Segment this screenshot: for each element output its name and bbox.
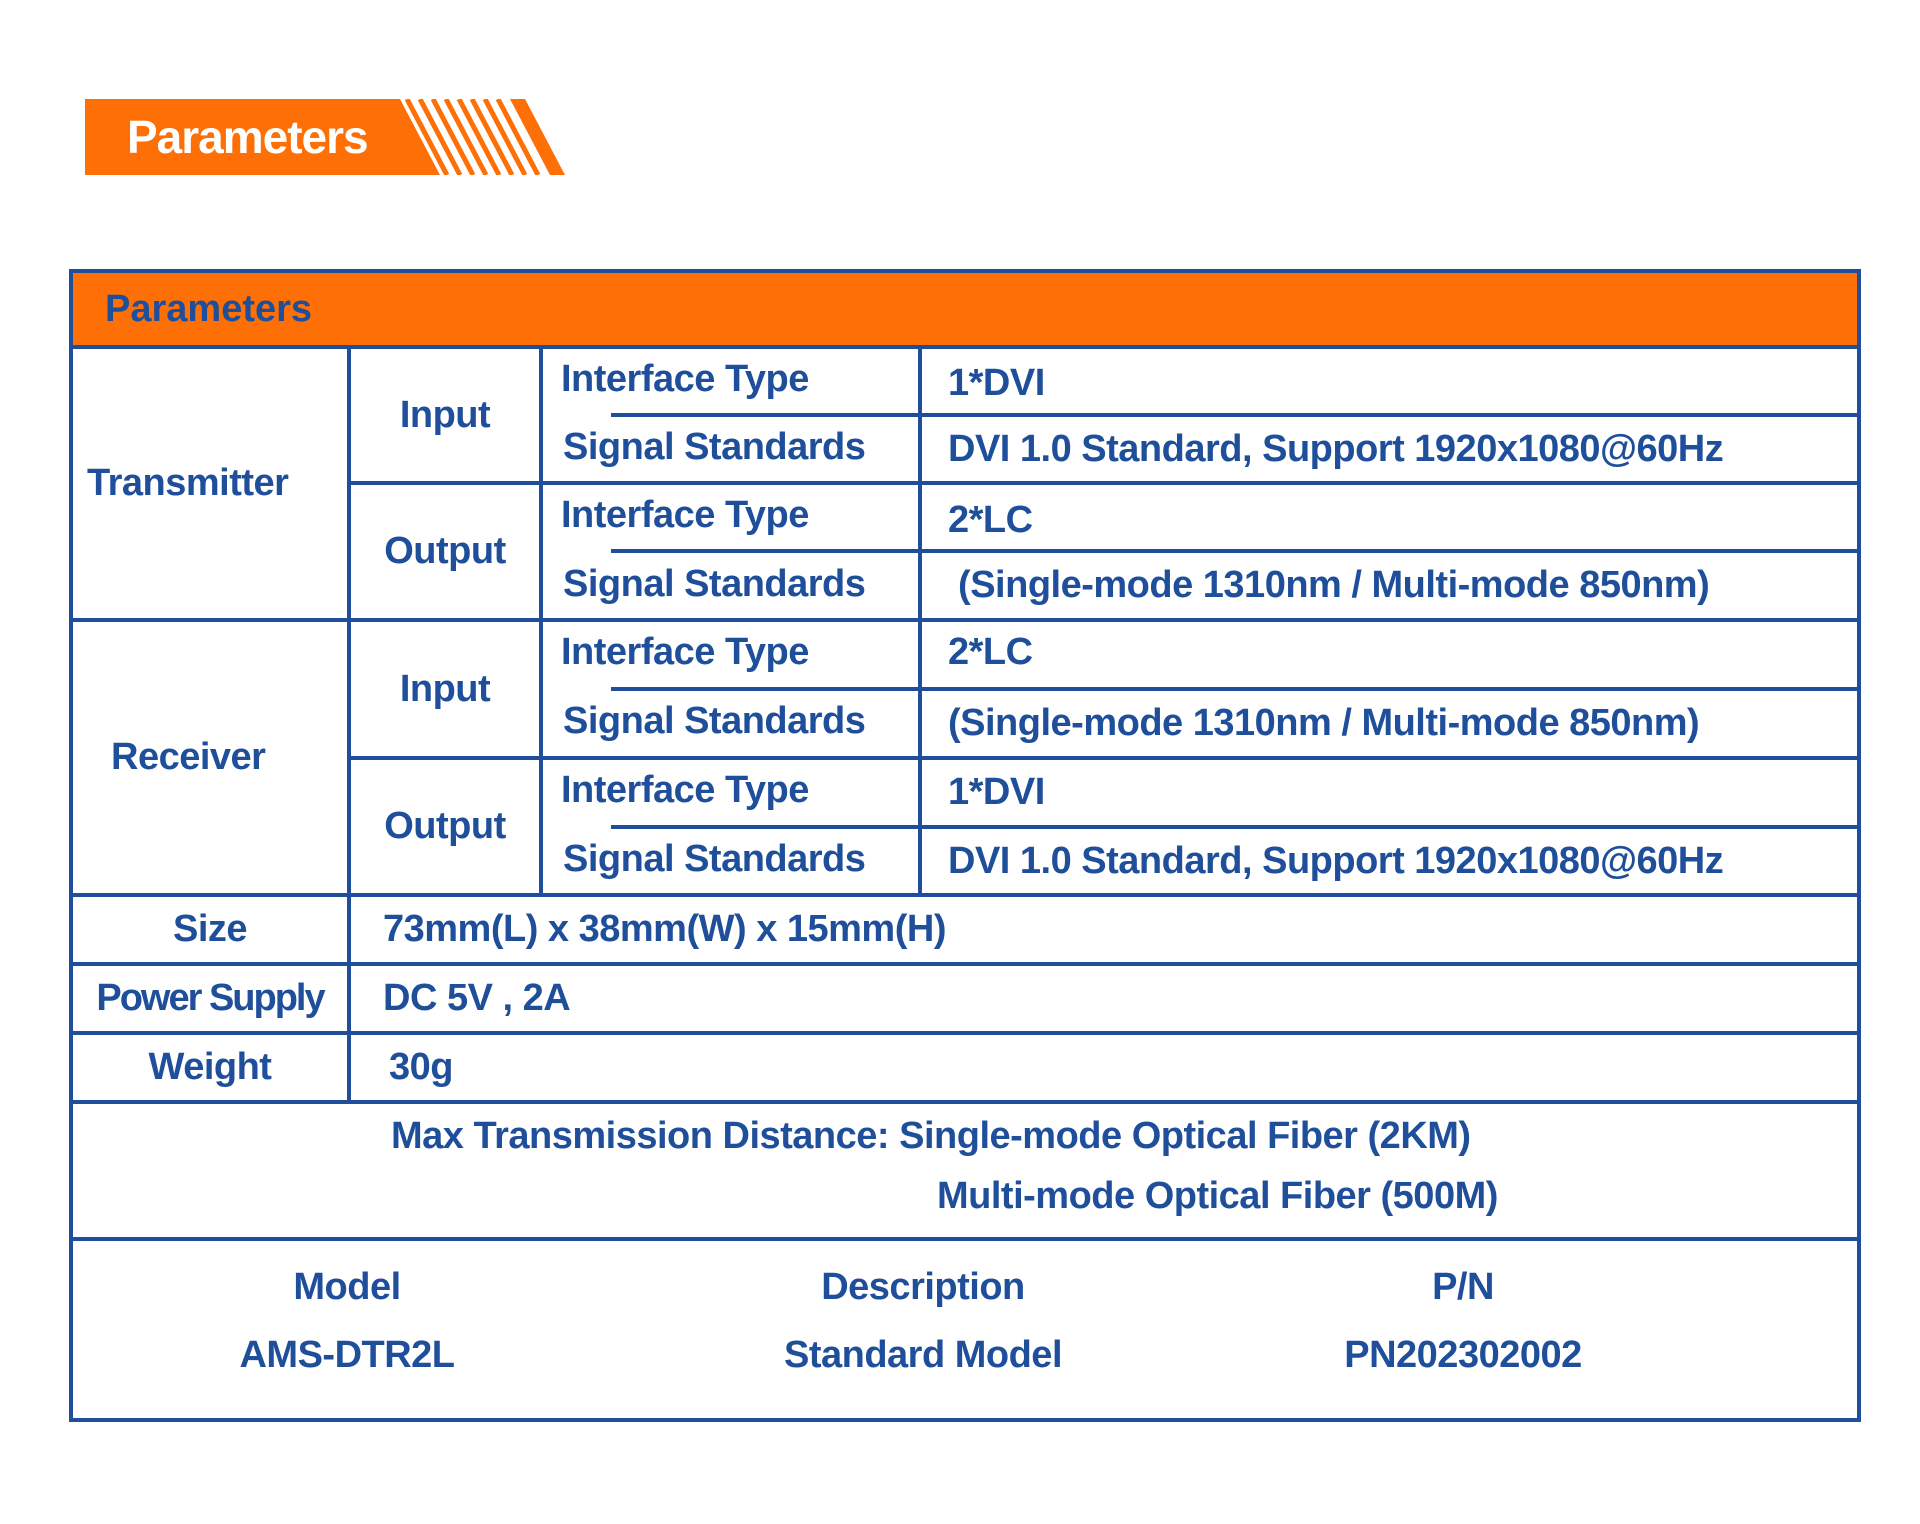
distance-line-1: Max Transmission Distance: Single-mode Optical Fiber (2KM) xyxy=(391,1114,1471,1157)
section-banner xyxy=(85,99,565,175)
power-supply-label: Power Supply xyxy=(96,977,324,1019)
receiver-input-label: Input xyxy=(399,667,491,710)
receiver-input-interface-value: 2*LC xyxy=(948,631,1033,673)
receiver-input-signal-label: Signal Standards xyxy=(563,700,866,742)
receiver-input-signal-value: (Single-mode 1310nm / Multi-mode 850nm) xyxy=(948,702,1700,744)
distance-line-2: Multi-mode Optical Fiber (500M) xyxy=(937,1174,1498,1217)
transmitter-output-label: Output xyxy=(384,530,506,572)
banner-title: Parameters xyxy=(127,111,368,163)
receiver-output-interface-value: 1*DVI xyxy=(948,771,1045,813)
receiver-output-interface-label: Interface Type xyxy=(561,769,809,811)
receiver-input-interface-label: Interface Type xyxy=(561,631,809,673)
transmitter-input-signal-value: DVI 1.0 Standard, Support 1920x1080@60Hz xyxy=(948,427,1724,470)
receiver-output-label: Output xyxy=(384,805,506,847)
model-header: Model xyxy=(293,1265,401,1308)
model-value: AMS-DTR2L xyxy=(239,1333,455,1376)
transmitter-input-interface-label: Interface Type xyxy=(561,357,809,400)
description-value: Standard Model xyxy=(783,1333,1063,1376)
pn-header: P/N xyxy=(1432,1265,1494,1308)
weight-value: 30g xyxy=(389,1046,453,1088)
transmitter-output-interface-label: Interface Type xyxy=(561,493,809,536)
receiver-label: Receiver xyxy=(111,736,266,778)
table-header: Parameters xyxy=(73,273,1857,345)
size-value: 73mm(L) x 38mm(W) x 15mm(H) xyxy=(383,908,946,950)
receiver-output-signal-value: DVI 1.0 Standard, Support 1920x1080@60Hz xyxy=(948,839,1724,882)
weight-label: Weight xyxy=(148,1046,272,1088)
transmitter-output-interface-value: 2*LC xyxy=(948,498,1033,541)
transmitter-output-signal-value: (Single-mode 1310nm / Multi-mode 850nm) xyxy=(948,564,1710,606)
parameters-table xyxy=(69,269,1861,1422)
pn-value: PN202302002 xyxy=(1344,1333,1582,1376)
transmitter-input-signal-label: Signal Standards xyxy=(563,425,866,468)
transmitter-output-signal-label: Signal Standards xyxy=(563,563,866,605)
size-label: Size xyxy=(172,908,248,950)
power-supply-value: DC 5V , 2A xyxy=(383,977,571,1019)
transmitter-label: Transmitter xyxy=(87,462,289,504)
receiver-output-signal-label: Signal Standards xyxy=(563,837,866,880)
transmitter-input-label: Input xyxy=(399,393,491,436)
transmitter-input-interface-value: 1*DVI xyxy=(948,361,1045,404)
description-header: Description xyxy=(821,1265,1025,1308)
